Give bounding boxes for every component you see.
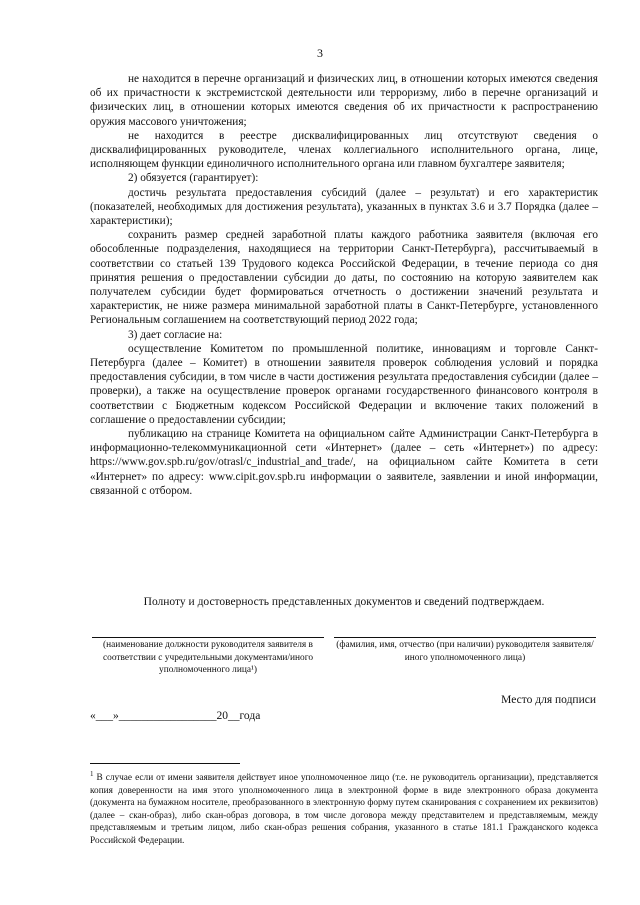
position-caption: (наименование должности руководителя заявителя в соответствии с учредительными документами/иного уполномоченного лица¹) <box>102 640 314 676</box>
paragraph: 2) обязуется (гарантирует): <box>128 172 259 185</box>
paragraph: 3) дает согласие на: <box>128 328 223 341</box>
date-line: «___»_________________20__года <box>90 710 261 722</box>
paragraph: осуществление Комитетом по промышленной политике, инновациям и торговле Санкт-Петербурга (далее – Комитет) в отношении заявителя проверок соблюдения условий и порядка предоставления субсидии, в том числе в части достижения результата предоставления субсидии (далее – проверки), а также на осуществление проверок органами государственного финансового контроля в соответствии с Бюджетным кодексом Российской Федерации и включение таких положений в соглашение о предоставлении субсидии; <box>90 342 598 426</box>
paragraph: публикацию на странице Комитета на официальном сайте Администрации Санкт-Петербурга в информационно-телекоммуникационной сети «Интернет» (далее – сеть «Интернет») по адресу: https://www.gov.spb.ru/gov/otrasl/c_industrial_and_trade/, на официальном сайте Комитета в сети «Интернет» по адресу: www.cipit.gov.spb.ru информации о заявителе, заявлении и иной информации, связанной с отбором. <box>90 428 598 497</box>
footnote-marker: 1 <box>90 770 94 778</box>
footnote <box>90 768 598 848</box>
footnote-divider <box>90 763 240 764</box>
name-signature-line <box>334 637 596 638</box>
footnote-text: В случае если от имени заявителя действует иное уполномоченное лицо (т.е. не руководитель организации), представляется копия доверенности на имя этого уполномоченного лица в электронной форме в виде электронного образа документа (документа на бумажном носителе, преобразованного в электронную форму путем сканирования с сохранением их реквизитов) (далее – скан-образ), либо скан-образ договора, в том числе договора между представителем и представляемым, между представляемым и третьим лицом, либо скан-образ решения собрания, указанного в статье 181.1 Гражданского кодекса Российской Федерации. <box>90 773 599 847</box>
page-number: 3 <box>317 46 323 60</box>
paragraph: достичь результата предоставления субсидий (далее – результат) и его характеристик (показателей, необходимых для достижения результата), указанных в пунктах 3.6 и 3.7 Порядка (далее – характеристики); <box>90 186 598 228</box>
paragraph: сохранить размер средней заработной платы каждого работника заявителя (включая его обособленные подразделения, находящиеся на территории Санкт-Петербурга), рассчитываемый в соответствии со статьей 139 Трудового кодекса Российской Федерации, в течение периода со дня принятия решения о предоставлении субсидии до даты, по состоянию на которую заявителем как получателем субсидии будет формироваться отчетность о достижении значений результата и характеристик, не ниже размера минимальной заработной платы в Санкт-Петербурге, установленного Региональным соглашением на соответствующий период 2022 года; <box>90 229 598 327</box>
confirmation-statement: Полноту и достоверность представленных документов и сведений подтверждаем. <box>143 596 545 608</box>
document-body <box>90 72 598 498</box>
signature-place-label: Место для подписи <box>501 694 596 706</box>
position-signature-line <box>92 637 324 638</box>
name-caption: (фамилия, имя, отчество (при наличии) руководителя заявителя/иного уполномоченного лица) <box>336 640 594 663</box>
paragraph: не находится в перечне организаций и физических лиц, в отношении которых имеются сведения об их причастности к экстремистской деятельности или терроризму, либо в перечне организаций и физических лиц, в отношении которых имеются сведения об их причастности к распространению оружия массового уничтожения; <box>90 73 598 128</box>
paragraph: не находится в реестре дисквалифицированных лиц отсутствуют сведения о дисквалифицированных руководителе, членах коллегиального исполнительного органа, лице, исполняющем функции единоличного исполнительного органа или главном бухгалтере заявителя; <box>90 129 598 171</box>
